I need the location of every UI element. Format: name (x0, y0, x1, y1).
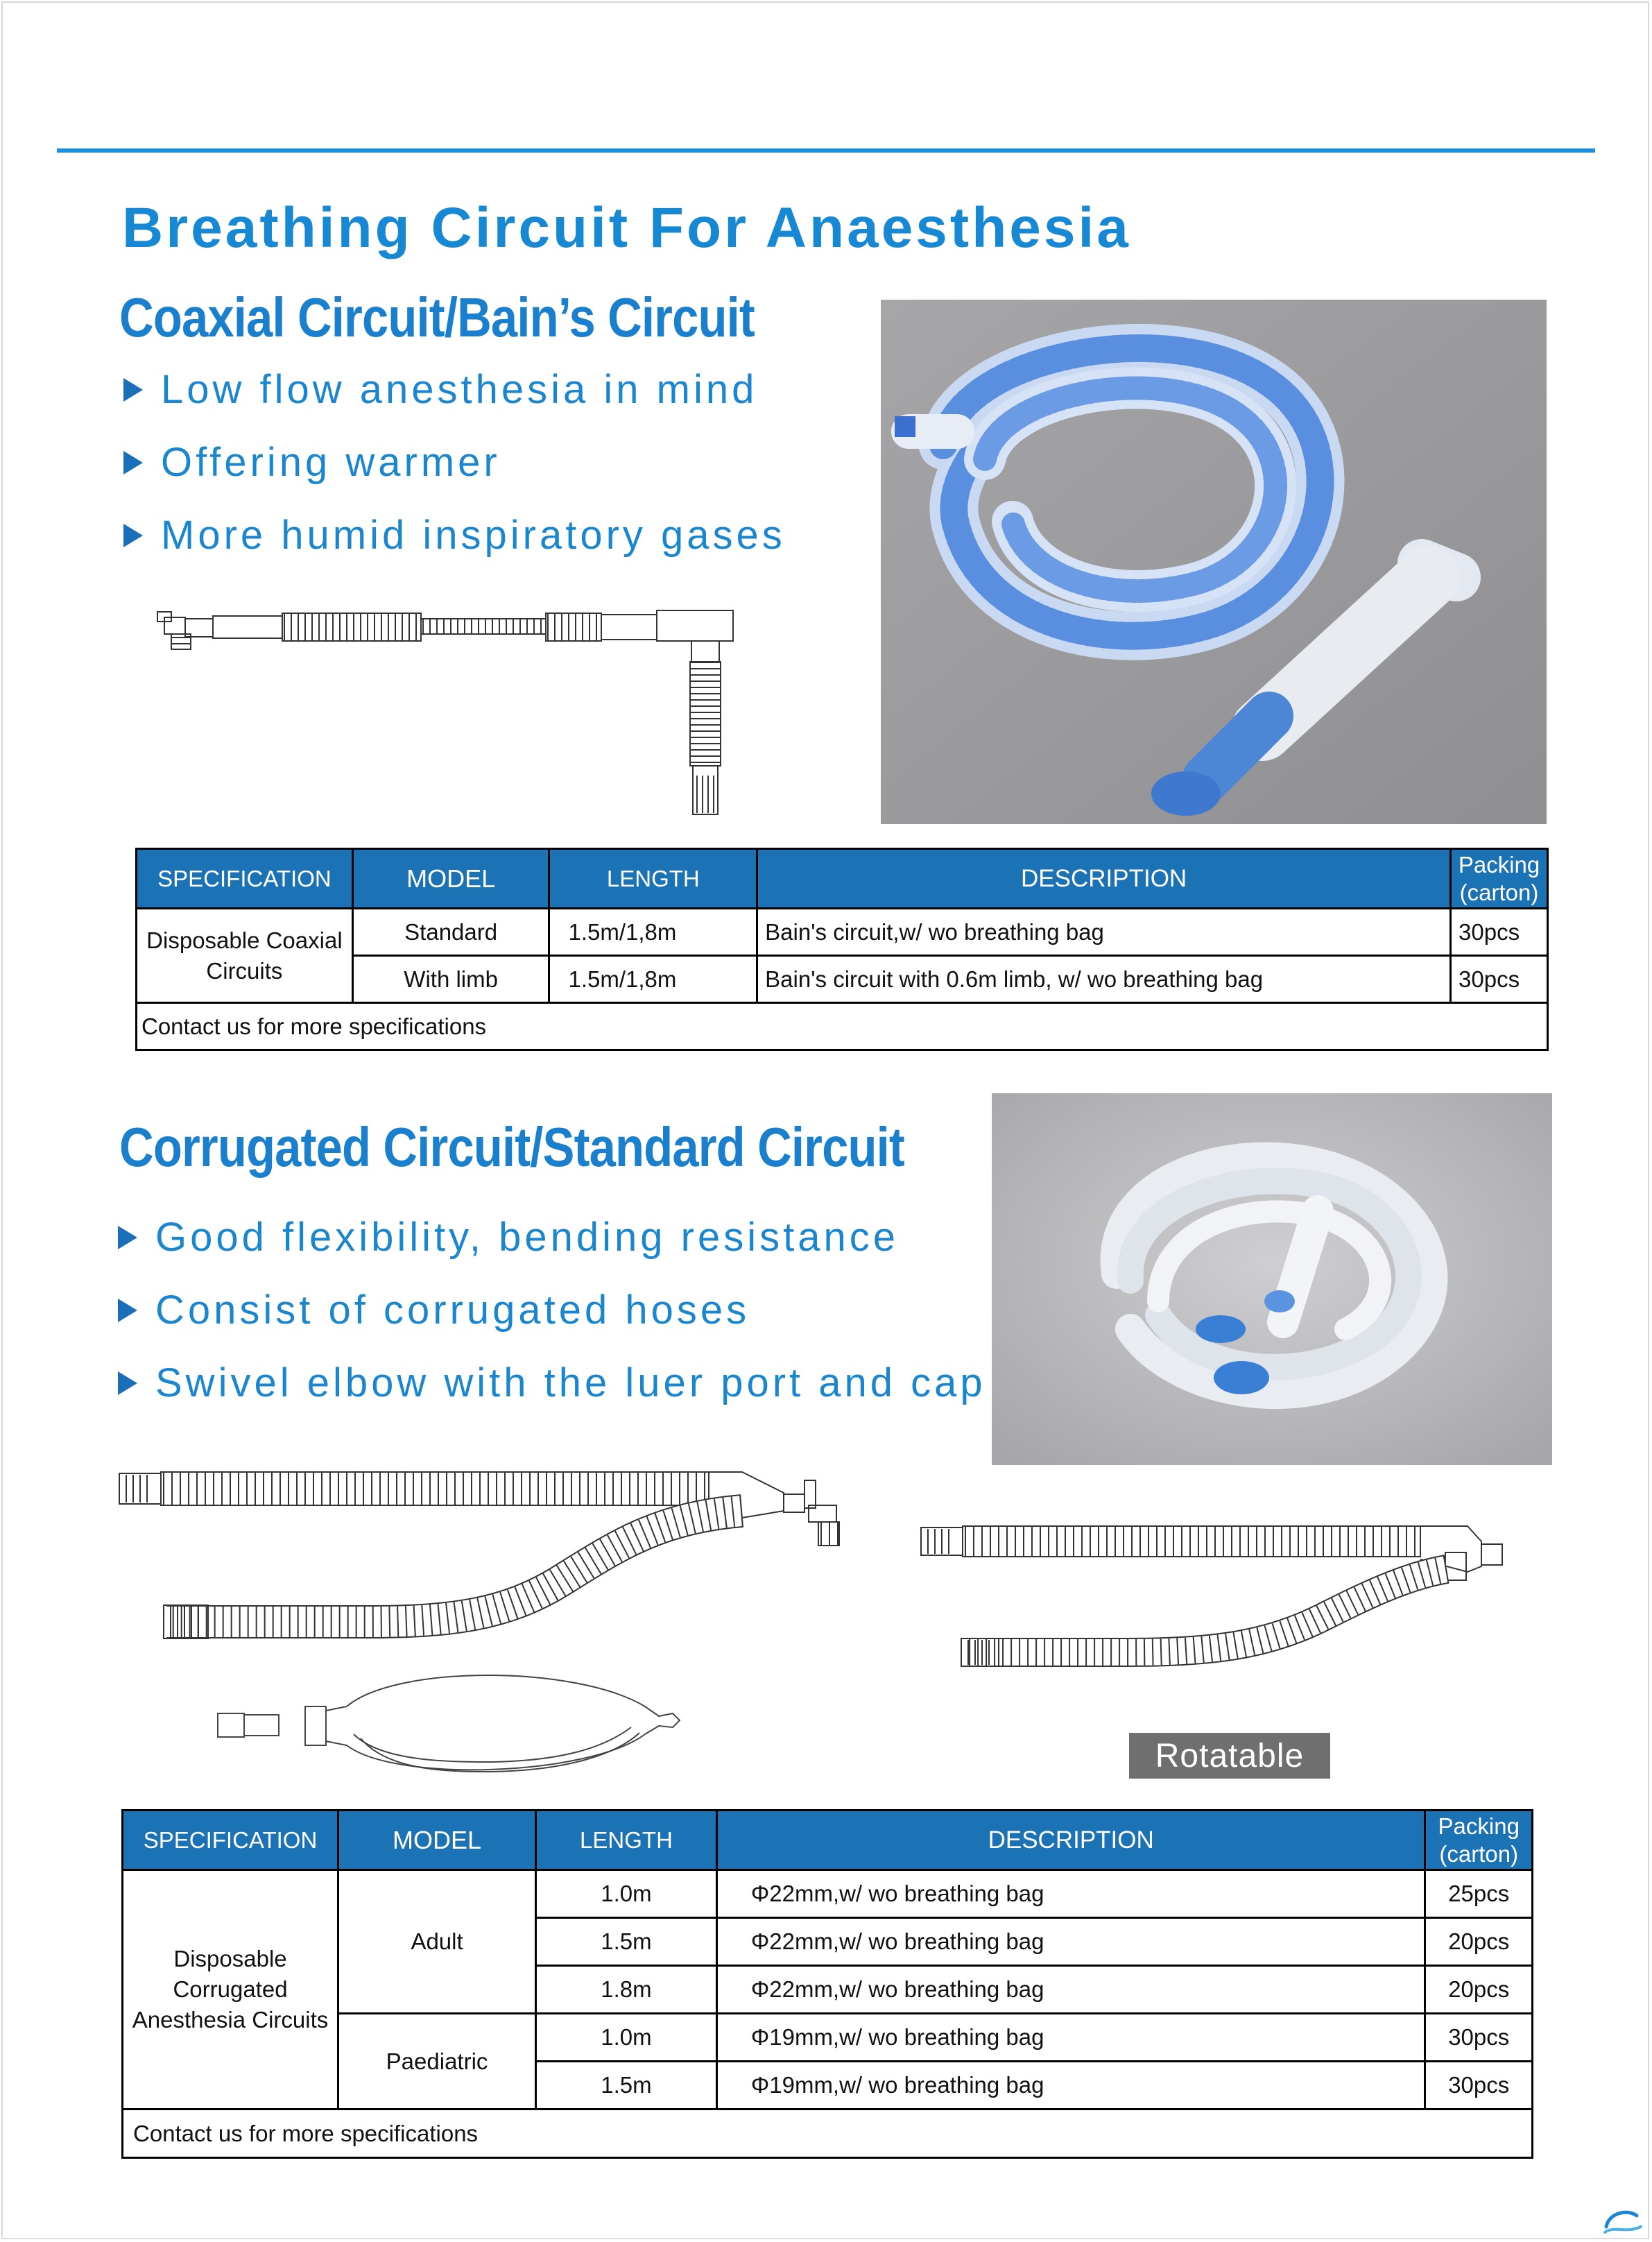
corrugated-spec-table (121, 1809, 1533, 2159)
description-cell: Bain's circuit,w/ wo breathing bag (757, 909, 1451, 956)
header-model: MODEL (338, 1811, 536, 1870)
contact-note: Contact us for more specifications (123, 2110, 1533, 2158)
table-header-row (137, 849, 1548, 909)
coaxial-bullet-3 (123, 512, 786, 558)
description-cell: Φ19mm,w/ wo breathing bag (716, 2062, 1425, 2110)
top-rule (57, 148, 1595, 153)
rotatable-circuit-drawing (920, 1521, 1516, 1687)
corrugated-bullet-1 (118, 1214, 899, 1260)
packing-cell: 20pcs (1425, 1918, 1533, 1966)
bullet-text: Consist of corrugated hoses (155, 1287, 750, 1333)
contact-note: Contact us for more specifications (137, 1003, 1548, 1050)
bullet-text: Low flow anesthesia in mind (161, 367, 758, 412)
bullet-triangle-icon (118, 1226, 137, 1249)
corrugated-circuit-photo (992, 1093, 1552, 1465)
length-cell: 1.5m (536, 1918, 717, 1966)
description-cell: Bain's circuit with 0.6m limb, w/ wo breathing bag (757, 956, 1451, 1003)
coaxial-bullet-1 (123, 366, 757, 413)
carton-label: (carton) (1459, 879, 1539, 905)
corrugated-bullet-2 (118, 1287, 750, 1333)
length-cell: 1.0m (536, 1870, 717, 1918)
bullet-triangle-icon (118, 1371, 137, 1395)
length-cell: 1.5m/1,8m (549, 909, 757, 956)
header-description: DESCRIPTION (757, 849, 1451, 909)
wave-logo-icon (1602, 2206, 1644, 2236)
bullet-text: Good flexibility, bending resistance (155, 1215, 899, 1260)
packing-cell: 30pcs (1425, 2062, 1533, 2110)
bullet-text: More humid inspiratory gases (161, 513, 786, 558)
spec-line-1: Disposable (173, 1946, 287, 1971)
spec-line-3: Anesthesia Circuits (132, 2007, 329, 2033)
coaxial-spec-table (135, 848, 1549, 1051)
spec-line-1: Disposable Coaxial (146, 927, 343, 953)
packing-cell: 30pcs (1451, 909, 1548, 956)
bullet-triangle-icon (123, 524, 143, 547)
carton-label: (carton) (1439, 1840, 1519, 1867)
coaxial-section-title: Coaxial Circuit/Bain’s Circuit (119, 286, 755, 348)
corrugated-circuit-drawing (118, 1462, 867, 1663)
packing-label: Packing (1438, 1813, 1520, 1839)
header-length: LENGTH (549, 849, 757, 909)
table-footer-row (137, 1003, 1548, 1050)
packing-cell: 25pcs (1425, 1870, 1533, 1918)
coaxial-circuit-drawing (156, 604, 752, 819)
packing-cell: 30pcs (1451, 956, 1548, 1003)
description-cell: Φ22mm,w/ wo breathing bag (716, 1918, 1425, 1966)
model-cell: Standard (352, 909, 549, 956)
model-cell: With limb (352, 956, 549, 1003)
rotatable-label: Rotatable (1129, 1733, 1330, 1779)
description-cell: Φ22mm,w/ wo breathing bag (716, 1870, 1425, 1918)
coaxial-bullet-2 (123, 439, 501, 486)
length-cell: 1.8m (536, 1966, 717, 2014)
header-specification: SPECIFICATION (137, 849, 353, 909)
header-packing (1451, 849, 1548, 909)
spec-line-2: Corrugated (173, 1976, 288, 2002)
bullet-text: Offering warmer (161, 440, 501, 485)
coaxial-circuit-photo (881, 300, 1547, 824)
header-packing (1425, 1811, 1533, 1870)
length-cell: 1.5m/1,8m (549, 956, 757, 1003)
header-description: DESCRIPTION (716, 1811, 1425, 1870)
bullet-text: Swivel elbow with the luer port and cap (155, 1360, 986, 1405)
bullet-triangle-icon (123, 451, 143, 474)
table-row (123, 1870, 1533, 1918)
spec-cell (137, 909, 353, 1003)
header-model: MODEL (352, 849, 549, 909)
model-cell-adult: Adult (338, 1870, 536, 2014)
bullet-triangle-icon (118, 1299, 137, 1322)
model-cell-paediatric: Paediatric (338, 2014, 536, 2110)
breathing-bag-drawing (215, 1658, 687, 1797)
packing-cell: 30pcs (1425, 2014, 1533, 2062)
header-specification: SPECIFICATION (123, 1811, 338, 1870)
packing-label: Packing (1458, 851, 1540, 878)
corrugated-section-title: Corrugated Circuit/Standard Circuit (119, 1116, 904, 1178)
bullet-triangle-icon (123, 378, 143, 402)
packing-cell: 20pcs (1425, 1966, 1533, 2014)
table-footer-row (123, 2110, 1533, 2158)
page-title: Breathing Circuit For Anaesthesia (122, 196, 1131, 259)
table-header-row (123, 1811, 1533, 1870)
description-cell: Φ22mm,w/ wo breathing bag (716, 1966, 1425, 2014)
spec-line-2: Circuits (206, 957, 283, 984)
corrugated-bullet-3 (118, 1360, 986, 1406)
table-row (137, 909, 1548, 956)
spec-cell (123, 1870, 338, 2110)
length-cell: 1.5m (536, 2062, 717, 2110)
description-cell: Φ19mm,w/ wo breathing bag (716, 2014, 1425, 2062)
length-cell: 1.0m (536, 2014, 717, 2062)
header-length: LENGTH (536, 1811, 717, 1870)
